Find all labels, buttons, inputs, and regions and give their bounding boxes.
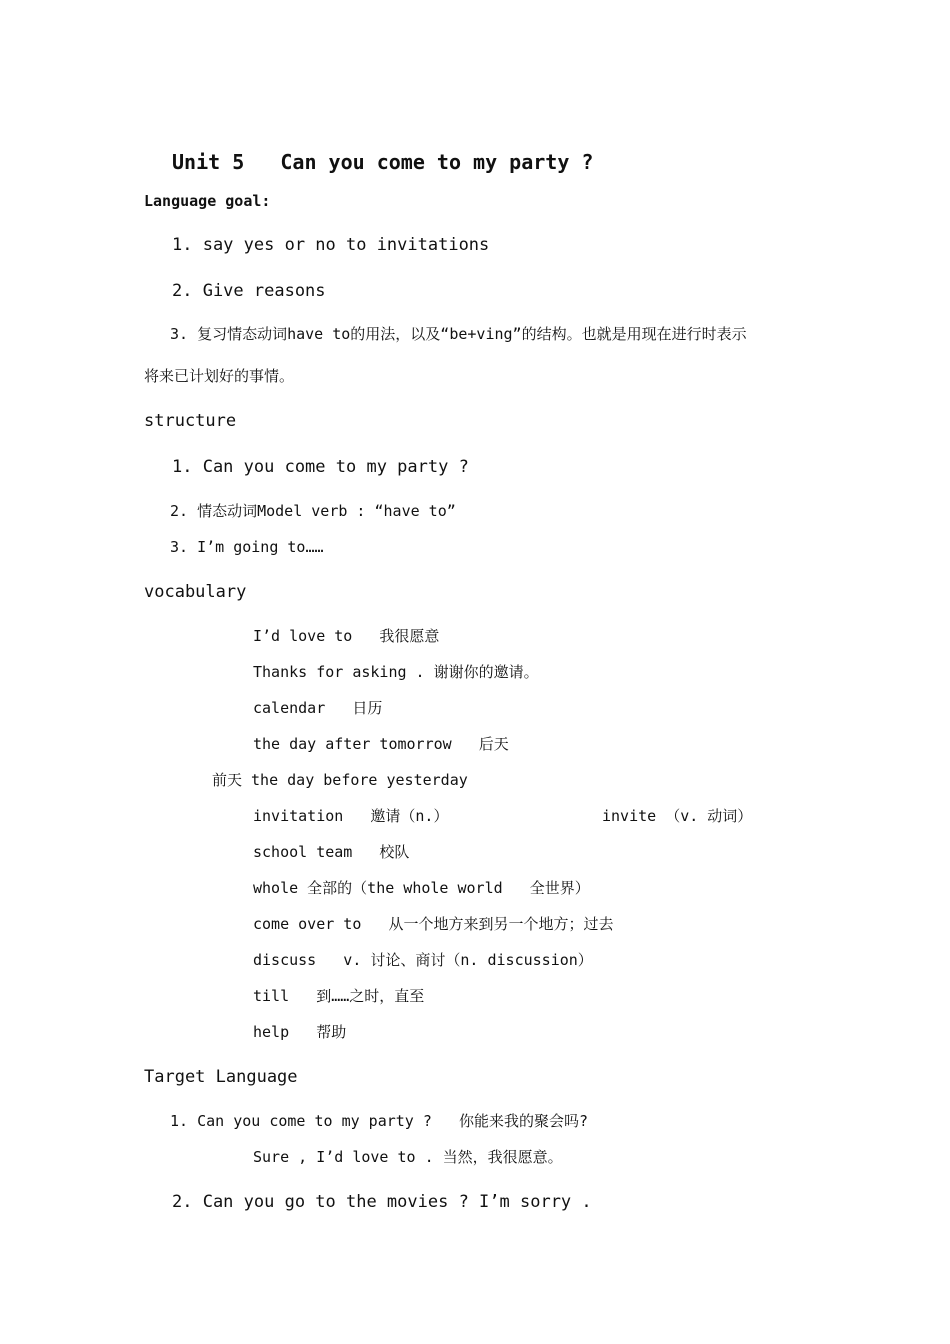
vocabulary-item: till 到……之时，直至 [253, 987, 425, 1005]
vocabulary-item: 前天 the day before yesterday [212, 771, 468, 789]
structure-heading: structure [144, 411, 237, 431]
target-item-answer: Sure , I’d love to . 当然，我很愿意。 [253, 1148, 563, 1166]
vocabulary-item: whole 全部的（the whole world 全世界） [253, 879, 590, 897]
vocabulary-heading: vocabulary [144, 582, 247, 602]
goal-item: 2. Give reasons [172, 281, 326, 301]
vocabulary-item: help 帮助 [253, 1023, 347, 1041]
structure-item: 2. 情态动词Model verb : “have to” [170, 502, 456, 520]
goal-item: 1. say yes or no to invitations [172, 235, 490, 255]
vocabulary-item: school team 校队 [253, 843, 410, 861]
page-title: Unit 5 Can you come to my party ? [172, 150, 594, 174]
structure-item: 3. I’m going to…… [170, 538, 324, 556]
vocabulary-item: calendar 日历 [253, 699, 383, 717]
vocabulary-item: invitation 邀请（n.） invite （v. 动词） [253, 807, 753, 825]
language-goal-heading: Language goal: [144, 192, 271, 210]
vocabulary-item: discuss v. 讨论、商讨（n. discussion） [253, 951, 593, 969]
vocabulary-item: come over to 从一个地方来到另一个地方；过去 [253, 915, 614, 933]
vocabulary-item: I’d love to 我很愿意 [253, 627, 440, 645]
goal-item-continued: 将来已计划好的事情。 [144, 367, 295, 385]
structure-item: 1. Can you come to my party ? [172, 457, 469, 477]
goal-item: 3. 复习情态动词have to的用法，以及“be+ving”的结构。也就是用现在进行时表示 [170, 325, 747, 343]
target-item: 2. Can you go to the movies ? I’m sorry . [172, 1192, 592, 1212]
vocabulary-item: the day after tomorrow 后天 [253, 735, 509, 753]
target-language-heading: Target Language [144, 1067, 298, 1087]
vocabulary-item: Thanks for asking . 谢谢你的邀请。 [253, 663, 539, 681]
target-item: 1. Can you come to my party ? 你能来我的聚会吗? [170, 1112, 589, 1130]
